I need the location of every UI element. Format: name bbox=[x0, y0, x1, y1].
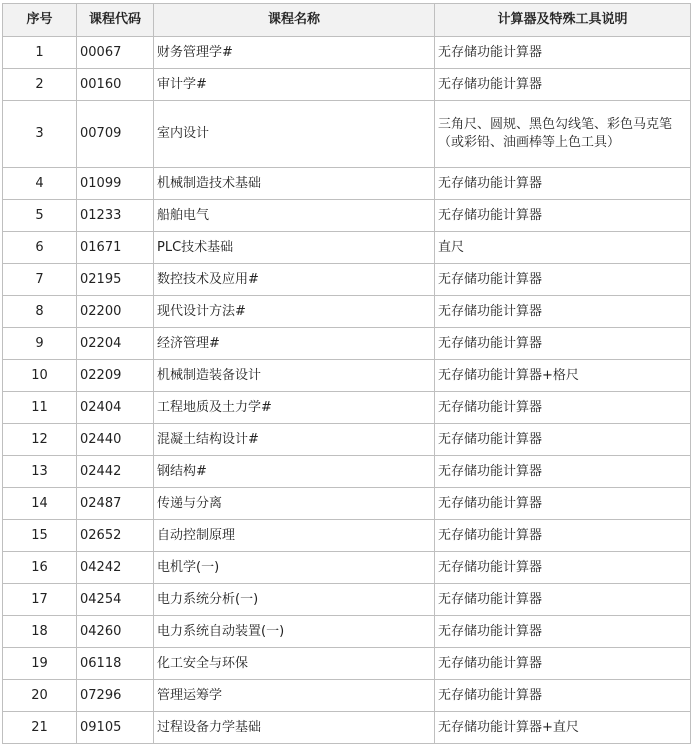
cell-code: 02652 bbox=[77, 520, 154, 552]
cell-tools: 无存储功能计算器+格尺 bbox=[435, 360, 691, 392]
cell-seq: 21 bbox=[3, 712, 77, 744]
cell-tools: 三角尺、圆规、黑色勾线笔、彩色马克笔（或彩铅、油画棒等上色工具） bbox=[435, 101, 691, 168]
table-row bbox=[3, 648, 691, 680]
cell-course-name: 船舶电气 bbox=[154, 200, 435, 232]
cell-seq: 3 bbox=[3, 101, 77, 168]
table-row bbox=[3, 232, 691, 264]
cell-code: 02442 bbox=[77, 456, 154, 488]
table-row bbox=[3, 69, 691, 101]
cell-seq: 13 bbox=[3, 456, 77, 488]
header-seq: 序号 bbox=[3, 4, 77, 37]
exam-tools-table bbox=[2, 3, 691, 744]
cell-code: 02200 bbox=[77, 296, 154, 328]
cell-tools: 无存储功能计算器 bbox=[435, 296, 691, 328]
cell-code: 02487 bbox=[77, 488, 154, 520]
cell-seq: 12 bbox=[3, 424, 77, 456]
header-tools: 计算器及特殊工具说明 bbox=[435, 4, 691, 37]
cell-seq: 9 bbox=[3, 328, 77, 360]
cell-tools: 无存储功能计算器 bbox=[435, 584, 691, 616]
table-row bbox=[3, 37, 691, 69]
cell-code: 04254 bbox=[77, 584, 154, 616]
cell-tools: 无存储功能计算器 bbox=[435, 37, 691, 69]
cell-seq: 7 bbox=[3, 264, 77, 296]
cell-code: 02209 bbox=[77, 360, 154, 392]
cell-code: 02195 bbox=[77, 264, 154, 296]
cell-course-name: 室内设计 bbox=[154, 101, 435, 168]
table-row bbox=[3, 392, 691, 424]
cell-course-name: 过程设备力学基础 bbox=[154, 712, 435, 744]
cell-tools: 无存储功能计算器 bbox=[435, 328, 691, 360]
cell-course-name: 经济管理# bbox=[154, 328, 435, 360]
cell-course-name: 数控技术及应用# bbox=[154, 264, 435, 296]
cell-seq: 15 bbox=[3, 520, 77, 552]
cell-code: 06118 bbox=[77, 648, 154, 680]
cell-seq: 14 bbox=[3, 488, 77, 520]
cell-course-name: 电力系统自动装置(一) bbox=[154, 616, 435, 648]
cell-tools: 无存储功能计算器 bbox=[435, 552, 691, 584]
cell-course-name: 工程地质及土力学# bbox=[154, 392, 435, 424]
table-row bbox=[3, 552, 691, 584]
cell-tools: 无存储功能计算器 bbox=[435, 456, 691, 488]
cell-course-name: 化工安全与环保 bbox=[154, 648, 435, 680]
cell-code: 02204 bbox=[77, 328, 154, 360]
cell-code: 04242 bbox=[77, 552, 154, 584]
cell-tools: 无存储功能计算器 bbox=[435, 520, 691, 552]
cell-course-name: 混凝土结构设计# bbox=[154, 424, 435, 456]
table-row bbox=[3, 616, 691, 648]
cell-course-name: 财务管理学# bbox=[154, 37, 435, 69]
cell-course-name: 电机学(一) bbox=[154, 552, 435, 584]
cell-tools: 无存储功能计算器 bbox=[435, 648, 691, 680]
cell-seq: 10 bbox=[3, 360, 77, 392]
cell-code: 01671 bbox=[77, 232, 154, 264]
cell-tools: 无存储功能计算器 bbox=[435, 200, 691, 232]
cell-seq: 19 bbox=[3, 648, 77, 680]
table-row bbox=[3, 101, 691, 168]
cell-code: 00067 bbox=[77, 37, 154, 69]
cell-code: 01233 bbox=[77, 200, 154, 232]
cell-seq: 16 bbox=[3, 552, 77, 584]
cell-course-name: 管理运筹学 bbox=[154, 680, 435, 712]
cell-code: 02404 bbox=[77, 392, 154, 424]
cell-course-name: PLC技术基础 bbox=[154, 232, 435, 264]
cell-course-name: 机械制造技术基础 bbox=[154, 168, 435, 200]
cell-seq: 18 bbox=[3, 616, 77, 648]
cell-tools: 无存储功能计算器 bbox=[435, 392, 691, 424]
cell-tools: 无存储功能计算器 bbox=[435, 424, 691, 456]
cell-seq: 2 bbox=[3, 69, 77, 101]
cell-tools: 无存储功能计算器 bbox=[435, 168, 691, 200]
cell-code: 02440 bbox=[77, 424, 154, 456]
table-row bbox=[3, 680, 691, 712]
cell-tools: 无存储功能计算器 bbox=[435, 680, 691, 712]
cell-code: 00709 bbox=[77, 101, 154, 168]
cell-tools: 无存储功能计算器 bbox=[435, 69, 691, 101]
cell-code: 04260 bbox=[77, 616, 154, 648]
cell-tools: 无存储功能计算器 bbox=[435, 616, 691, 648]
cell-course-name: 机械制造装备设计 bbox=[154, 360, 435, 392]
table-row bbox=[3, 712, 691, 744]
cell-seq: 17 bbox=[3, 584, 77, 616]
cell-seq: 1 bbox=[3, 37, 77, 69]
cell-course-name: 电力系统分析(一) bbox=[154, 584, 435, 616]
cell-code: 00160 bbox=[77, 69, 154, 101]
table-row bbox=[3, 360, 691, 392]
cell-seq: 11 bbox=[3, 392, 77, 424]
cell-code: 01099 bbox=[77, 168, 154, 200]
table-row bbox=[3, 584, 691, 616]
cell-course-name: 传递与分离 bbox=[154, 488, 435, 520]
cell-seq: 20 bbox=[3, 680, 77, 712]
table-row bbox=[3, 328, 691, 360]
cell-tools: 无存储功能计算器 bbox=[435, 264, 691, 296]
table-row bbox=[3, 200, 691, 232]
cell-code: 07296 bbox=[77, 680, 154, 712]
table-row bbox=[3, 456, 691, 488]
cell-tools: 直尺 bbox=[435, 232, 691, 264]
cell-course-name: 审计学# bbox=[154, 69, 435, 101]
cell-course-name: 现代设计方法# bbox=[154, 296, 435, 328]
cell-seq: 5 bbox=[3, 200, 77, 232]
header-name: 课程名称 bbox=[154, 4, 435, 37]
table-body bbox=[3, 37, 691, 744]
table-row bbox=[3, 168, 691, 200]
table-row bbox=[3, 264, 691, 296]
cell-tools: 无存储功能计算器 bbox=[435, 488, 691, 520]
cell-seq: 4 bbox=[3, 168, 77, 200]
table-row bbox=[3, 296, 691, 328]
table-row bbox=[3, 424, 691, 456]
header-code: 课程代码 bbox=[77, 4, 154, 37]
cell-tools: 无存储功能计算器+直尺 bbox=[435, 712, 691, 744]
table-row bbox=[3, 520, 691, 552]
header-row bbox=[3, 4, 691, 37]
table-row bbox=[3, 488, 691, 520]
cell-course-name: 自动控制原理 bbox=[154, 520, 435, 552]
cell-seq: 6 bbox=[3, 232, 77, 264]
cell-code: 09105 bbox=[77, 712, 154, 744]
cell-course-name: 钢结构# bbox=[154, 456, 435, 488]
cell-seq: 8 bbox=[3, 296, 77, 328]
